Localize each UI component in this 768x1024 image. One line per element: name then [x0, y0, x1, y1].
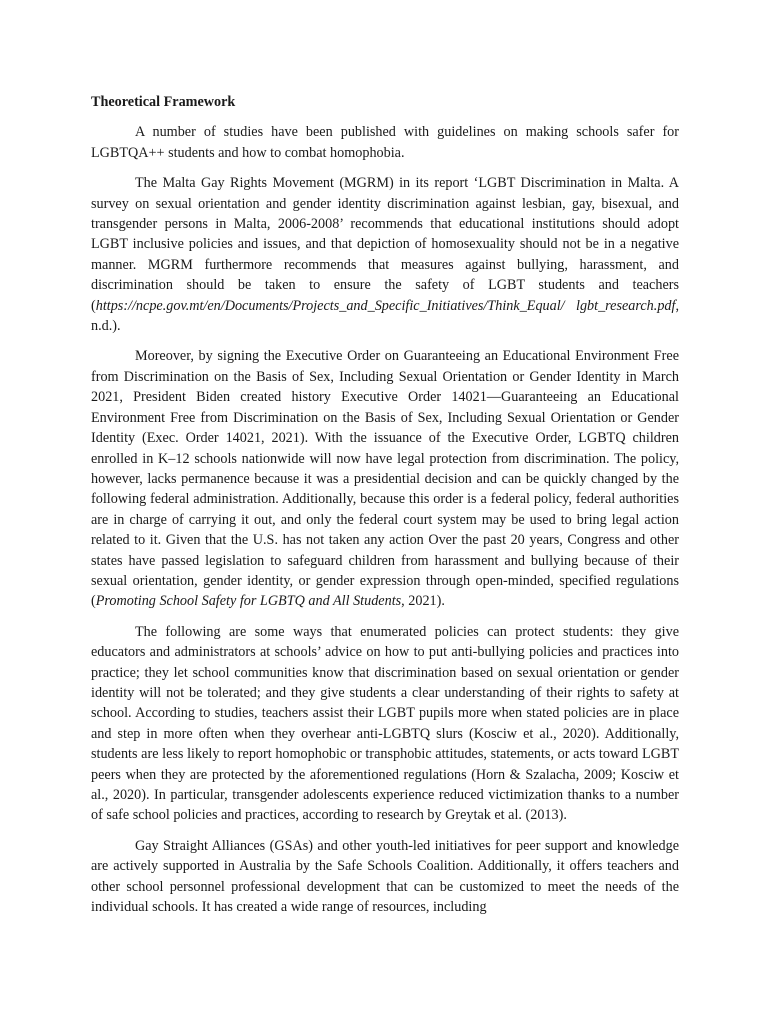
ncpe-report-link[interactable]: https://ncpe.gov.mt/en/Documents/Projects_and_Specific_Initiatives/Think_Equal/ lgbt_research.pdf [95, 297, 676, 314]
document-page [91, 92, 679, 917]
paragraph-intro: A number of studies have been published with guidelines on making schools safer for LGBTQA++ students and how to combat homophobia. [91, 124, 679, 161]
section-heading: Theoretical Framework [91, 94, 236, 110]
paragraph-executive-order-tail: , 2021). [401, 593, 445, 610]
paragraph-mgrm-tail: , n.d.). [91, 297, 679, 335]
paragraph-mgrm-text: The Malta Gay Rights Movement (MGRM) in its report ‘LGBT Discrimination in Malta. A survey on sexual orientation and gender identity discrimination against lesbian, gay, bisexual, and transgender persons in Malta, 2006-2008’ recommends that educational institutions should adopt LGBT inclusive policies and issues, and that depiction of homosexuality should not be in a negative manner. MGRM furthermore recommends that measures against bullying, harassment, and discrimination should be taken to ensure the safety of LGBT students and teachers ( [91, 175, 679, 314]
paragraph-executive-order [91, 346, 679, 611]
citation-title: Promoting School Safety for LGBTQ and All Students [95, 593, 402, 610]
paragraph-mgrm [91, 173, 679, 336]
paragraph-executive-order-text: Moreover, by signing the Executive Order on Guaranteeing an Educational Environment Free from Discrimination on the Basis of Sex, Including Sexual Orientation or Gender Identity in March 2021, President Biden created history Executive Order 14021—Guaranteeing an Educational Environment Free from Discrimination on the Basis of Sex, Including Sexual Orientation or Gender Identity (Exec. Order 14021, 2021). With the issuance of the Executive Order, LGBTQ children enrolled in K–12 schools nationwide will now have legal protection from discrimination. The policy, however, lacks permanence because it was a presidential decision and can be quickly changed by the following federal administration. Additionally, because this order is a federal policy, federal authorities are in charge of carrying it out, and only the federal court system may be used to bring legal action related to it. Given that the U.S. has not taken any action Over the past 20 years, Congress and other states have passed legislation to safeguard children from harassment and bullying because of their sexual orientation, gender identity, or gender expression through open-minded, specified regulations ( [91, 348, 679, 610]
paragraph-policies: The following are some ways that enumerated policies can protect students: they give educators and administrators at schools’ advice on how to put anti-bullying policies and practices into practice; they let school communities know that discrimination based on sexual orientation or gender identity will not be tolerated; and they give students a clear understanding of their rights to safety at school. According to studies, teachers assist their LGBT pupils more when stated policies are in place and step in more often when they overhear anti-LGBTQ slurs (Kosciw et al., 2020). Additionally, students are less likely to report homophobic or transphobic attitudes, statements, or acts toward LGBT peers when they are protected by the aforementioned regulations (Horn & Szalacha, 2009; Kosciw et al., 2020). In particular, transgender adolescents experience reduced victimization thanks to a number of safe school policies and practices, according to research by Greytak et al. (2013). [91, 623, 679, 824]
paragraph-gsa: Gay Straight Alliances (GSAs) and other youth-led initiatives for peer support and knowledge are actively supported in Australia by the Safe Schools Coalition. Additionally, it offers teachers and other school personnel professional development that can be customized to meet the needs of the individual schools. It has created a wide range of resources, including [91, 837, 679, 916]
